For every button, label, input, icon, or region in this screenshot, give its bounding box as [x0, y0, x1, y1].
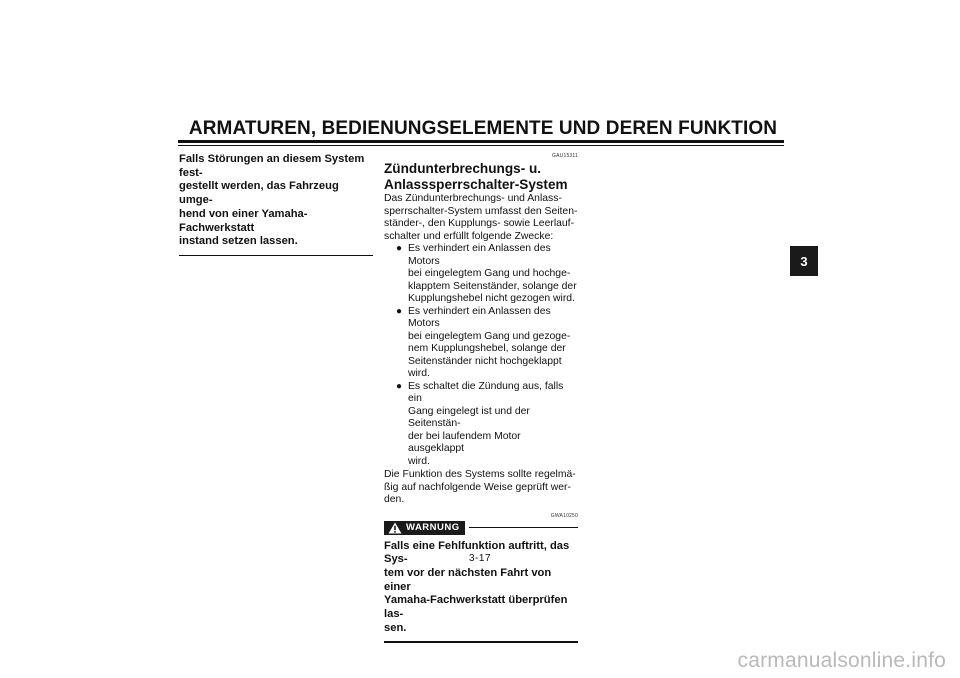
warning-triangle-icon: [388, 522, 402, 534]
text-line: tem vor der nächsten Fahrt von einer: [384, 566, 552, 593]
warning-header: [384, 521, 578, 535]
text-line: ständer-, den Kupplungs- sowie Leerlauf-: [384, 218, 575, 229]
left-note-text: [179, 153, 373, 249]
section-outro: [384, 469, 578, 507]
title-line: Anlasssperrschalter-System: [384, 176, 568, 192]
list-item: [384, 243, 578, 306]
text-line: Es schaltet die Zündung aus, falls ein: [408, 380, 564, 404]
bullet-icon: ●: [396, 243, 403, 254]
text-line: bei eingelegtem Gang und hochge-: [408, 268, 571, 279]
text-line: Gang eingelegt ist und der Seitenstän-: [408, 405, 530, 429]
bullet-icon: ●: [396, 380, 403, 392]
section-end-rule: [179, 255, 373, 257]
text-line: gestellt werden, das Fahrzeug umge-: [179, 180, 339, 207]
section-intro: [384, 193, 578, 243]
text-line: instand setzen lassen.: [179, 235, 298, 248]
text-line: Seitenständer nicht hochgeklappt: [408, 355, 562, 367]
text-line: sperrschalter-System umfasst den Seiten-: [384, 205, 578, 217]
warning-header-rule: [469, 527, 578, 529]
text-line: wird.: [408, 368, 430, 379]
watermark: carmanualsonline.info: [737, 649, 946, 672]
text-line: Yamaha-Fachwerkstatt überprüfen las-: [384, 594, 568, 621]
text-line: nem Kupplungshebel, solange der: [408, 343, 566, 354]
text-line: hend von einer Yamaha-Fachwerkstatt: [179, 207, 308, 234]
page-number: 3-17: [468, 553, 491, 564]
text-line: Die Funktion des Systems sollte regelmä-: [384, 469, 576, 480]
text-line: der bei laufendem Motor ausgeklappt: [408, 430, 521, 454]
middle-column: [384, 153, 578, 643]
list-item: [384, 306, 578, 381]
text-line: sen.: [384, 621, 407, 634]
header-rule-thin: [178, 145, 784, 146]
page-title: ARMATUREN, BEDIENUNGSELEMENTE UND DEREN FUNKTION: [188, 118, 778, 139]
warning-badge: [384, 521, 465, 535]
chapter-tab: 3: [790, 246, 818, 276]
warning-label: WARNUNG: [406, 522, 460, 533]
bullet-list: [384, 243, 578, 468]
text-line: wird.: [408, 455, 430, 467]
text-line: bei eingelegtem Gang und gezoge-: [408, 330, 571, 342]
warning-end-rule: [384, 641, 578, 643]
section-title: [384, 161, 578, 192]
left-column: [179, 153, 373, 256]
list-item: [384, 381, 578, 469]
bullet-icon: ●: [396, 305, 403, 317]
text-line: Kupplungshebel nicht gezogen wird.: [408, 293, 575, 304]
section-ref-code: GAU15311: [552, 153, 578, 159]
text-line: klapptem Seitenständer, solange der: [408, 280, 577, 292]
text-line: den.: [384, 494, 405, 505]
text-line: schalter und erfüllt folgende Zwecke:: [384, 230, 554, 242]
title-line: Zündunterbrechungs- u.: [384, 161, 542, 176]
text-line: Falls eine Fehlfunktion auftritt, das Sys-: [384, 539, 570, 566]
warning-ref-code: GWA10250: [550, 512, 578, 519]
text-line: ßig auf nachfolgende Weise geprüft wer-: [384, 481, 571, 493]
text-line: Das Zündunterbrechungs- und Anlass-: [384, 193, 562, 204]
text-line: Falls Störungen an diesem System fest-: [179, 153, 365, 179]
text-line: Es verhindert ein Anlassen des Motors: [408, 243, 551, 267]
text-line: Es verhindert ein Anlassen des Motors: [408, 305, 551, 329]
header-rule-thick: [178, 140, 784, 143]
